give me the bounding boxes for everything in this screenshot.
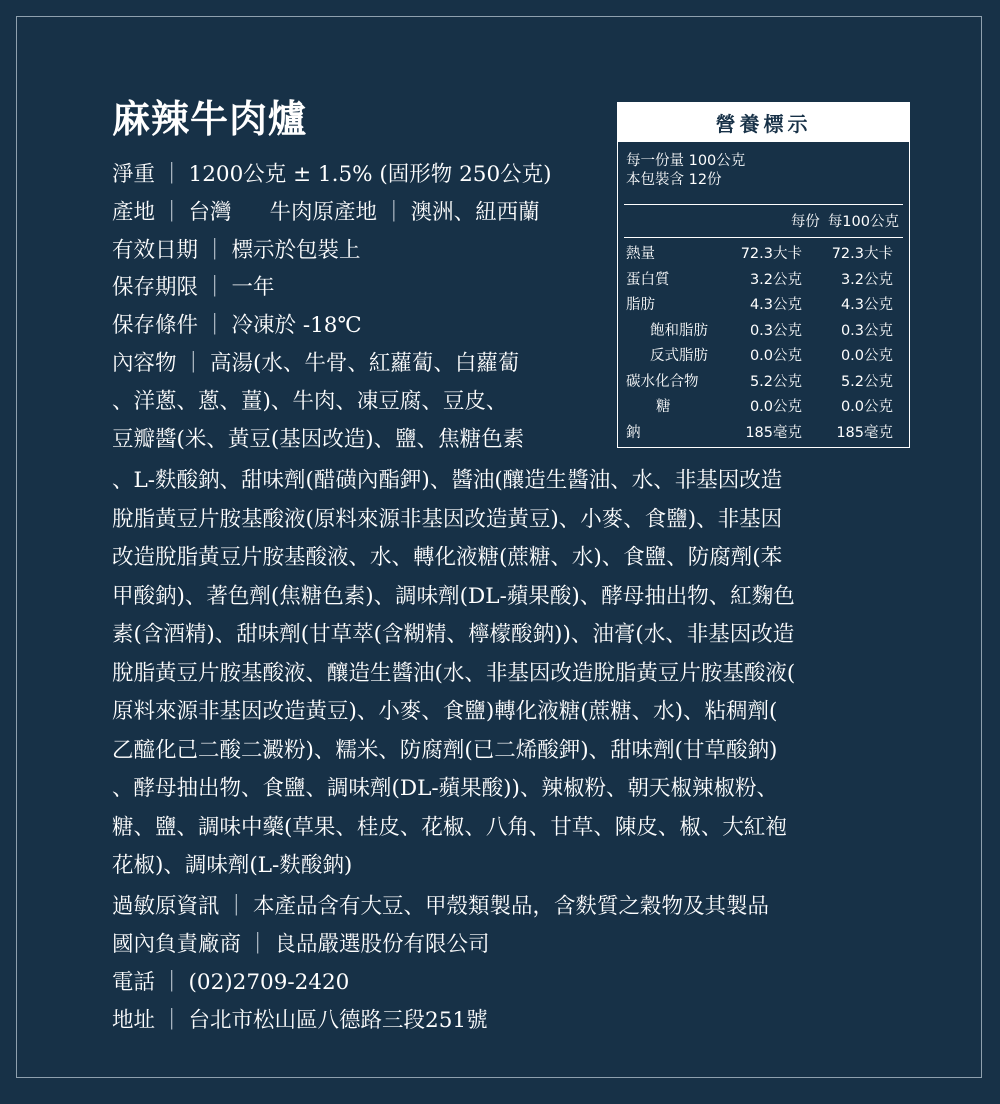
ingredients-line: 素(含酒精)、甜味劑(甘草萃(含糊精、檸檬酸鈉))、油膏(水、非基因改造 [112,622,795,647]
beef-origin-label: 牛肉原產地 [269,199,378,225]
separator: ｜ [204,237,226,263]
expiry-label: 有效日期 [112,237,199,263]
allergen-label: 過敏原資訊 [112,894,220,919]
origin-row [112,194,602,232]
nutrient-per-100g: 0.3公克 [840,322,893,339]
nutrient-name: 反式脂肪 [650,348,708,364]
nutrient-per-serving: 5.2公克 [749,373,802,390]
nutrient-name: 糖 [656,399,671,415]
nutrient-per-100g: 0.0公克 [840,399,893,415]
company-info [112,888,932,1040]
servings-per-package: 本包裝含 12份 [626,172,722,188]
product-info [112,156,602,458]
nutrition-row [626,421,905,447]
ingredients-line: 糖、鹽、調味中藥(草果、桂皮、花椒、八角、甘草、陳皮、椒、大紅袍 [112,814,787,840]
separator: ｜ [383,199,405,225]
nutrient-per-serving: 72.3大卡 [740,246,802,262]
nutrition-row [626,370,905,396]
nutrition-row [626,344,905,370]
nutrient-per-serving: 0.0公克 [749,348,802,364]
nutrient-per-100g: 4.3公克 [840,297,893,313]
ingredients-line: 花椒)、調味劑(L-麩酸鈉) [112,853,353,878]
nutrition-row [626,395,905,421]
nutrient-per-100g: 72.3大卡 [831,246,893,262]
manufacturer-row [112,926,932,964]
nutrition-heading: 營養標示 [617,102,910,142]
storage-value: 冷凍於 -18℃ [231,313,362,339]
nutrition-box [617,142,910,448]
manufacturer-label: 國內負責廠商 [112,932,242,957]
product-title: 麻辣牛肉爐 [112,96,308,141]
phone-value: (02)2709-2420 [188,970,350,995]
separator: ｜ [182,350,205,376]
ingredients-line: 乙醯化己二酸二澱粉)、糯米、防腐劑(已二烯酸鉀)、甜味劑(甘草酸鈉) [112,737,778,763]
net-weight-label: 淨重 [112,162,156,187]
ingredients-line: 、酵母抽出物、食鹽、調味劑(DL-蘋果酸))、辣椒粉、朝天椒辣椒粉、 [112,776,778,801]
shelf-life-label: 保存期限 [112,275,199,301]
nutrition-row [626,293,905,319]
nutrient-per-serving: 3.2公克 [749,271,802,288]
expiry-row [112,232,602,270]
net-weight-value: 1200公克 ± 1.5% (固形物 250公克) [188,162,552,187]
ingredients-line: 高湯(水、牛骨、紅蘿蔔、白蘿蔔 [210,350,520,376]
nutrition-table [626,242,905,446]
separator: ｜ [247,932,269,957]
beef-origin-value: 澳洲、紐西蘭 [410,199,540,225]
ingredients-line: 改造脫脂黃豆片胺基酸液、水、轉化液糖(蔗糖、水)、食鹽、防腐劑(苯 [112,545,783,570]
nutrient-per-100g: 3.2公克 [840,271,893,288]
origin-value: 台灣 [188,199,232,225]
nutrient-per-serving: 0.3公克 [749,322,802,339]
serving-size: 每一份量 100公克 [626,153,746,169]
ingredients-line: 、L-麩酸鈉、甜味劑(醋磺內酯鉀)、醬油(釀造生醬油、水、非基因改造 [112,468,783,493]
nutrient-per-serving: 4.3公克 [749,297,802,313]
ingredients-line: 甲酸鈉)、著色劑(焦糖色素)、調味劑(DL-蘋果酸)、酵母抽出物、紅麴色 [112,583,795,609]
divider [624,237,903,238]
nutrient-name: 鈉 [626,424,641,441]
separator: ｜ [204,313,226,339]
phone-label: 電話 [112,970,156,995]
serving-info [626,152,745,190]
ingredients-line: 脫脂黃豆片胺基酸液(原料來源非基因改造黃豆)、小麥、食鹽)、非基因 [112,506,783,532]
nutrient-per-100g: 5.2公克 [840,373,893,390]
allergen-value: 本產品含有大豆、甲殼類製品，含麩質之穀物及其製品 [253,894,770,919]
shelf-life-value: 一年 [231,275,275,301]
allergen-row [112,888,932,926]
nutrient-name: 碳水化合物 [626,373,699,390]
nutrient-per-serving: 0.0公克 [749,399,802,415]
separator: ｜ [161,970,183,995]
separator: ｜ [161,162,183,187]
ingredients-line: 脫脂黃豆片胺基酸液、釀造生醬油(水、非基因改造脫脂黃豆片胺基酸液( [112,660,796,686]
nutrient-name: 脂肪 [626,297,655,313]
nutrient-name: 蛋白質 [626,271,670,288]
nutrient-per-serving: 185毫克 [745,424,802,441]
ingredients-line: 原料來源非基因改造黃豆)、小麥、食鹽)轉化液糖(蔗糖、水)、粘稠劑( [112,699,778,724]
nutrient-name: 熱量 [626,246,655,262]
ingredients-label: 內容物 [112,350,177,376]
ingredients-continued [112,462,917,886]
nutrition-row [626,319,905,345]
address-value: 台北市松山區八德路三段251號 [188,1008,488,1033]
separator: ｜ [204,275,226,301]
phone-row [112,964,932,1002]
divider [624,204,903,205]
nutrition-row [626,268,905,294]
col-per-serving: 每份 [790,214,820,230]
address-label: 地址 [112,1008,156,1033]
address-row [112,1002,932,1040]
col-per-100g: 每100公克 [827,214,899,230]
origin-label: 產地 [112,199,156,225]
nutrient-per-100g: 185毫克 [836,424,893,441]
manufacturer-value: 良品嚴選股份有限公司 [274,932,490,957]
storage-row [112,307,602,345]
nutrition-label [617,102,910,448]
nutrient-name: 飽和脂肪 [650,322,708,339]
separator: ｜ [161,199,183,225]
separator: ｜ [225,894,248,919]
shelf-life-row [112,269,602,307]
nutrition-column-headers [783,210,899,231]
ingredients-line: 豆瓣醬(米、黃豆(基因改造)、鹽、焦糖色素 [112,426,525,452]
nutrient-per-100g: 0.0公克 [840,348,893,364]
separator: ｜ [161,1008,183,1033]
nutrition-row [626,242,905,268]
net-weight-row [112,156,602,194]
ingredients-line: 、洋蔥、蔥、薑)、牛肉、凍豆腐、豆皮、 [112,388,508,414]
ingredients-row [112,345,602,383]
expiry-value: 標示於包裝上 [231,237,361,263]
storage-label: 保存條件 [112,313,199,339]
